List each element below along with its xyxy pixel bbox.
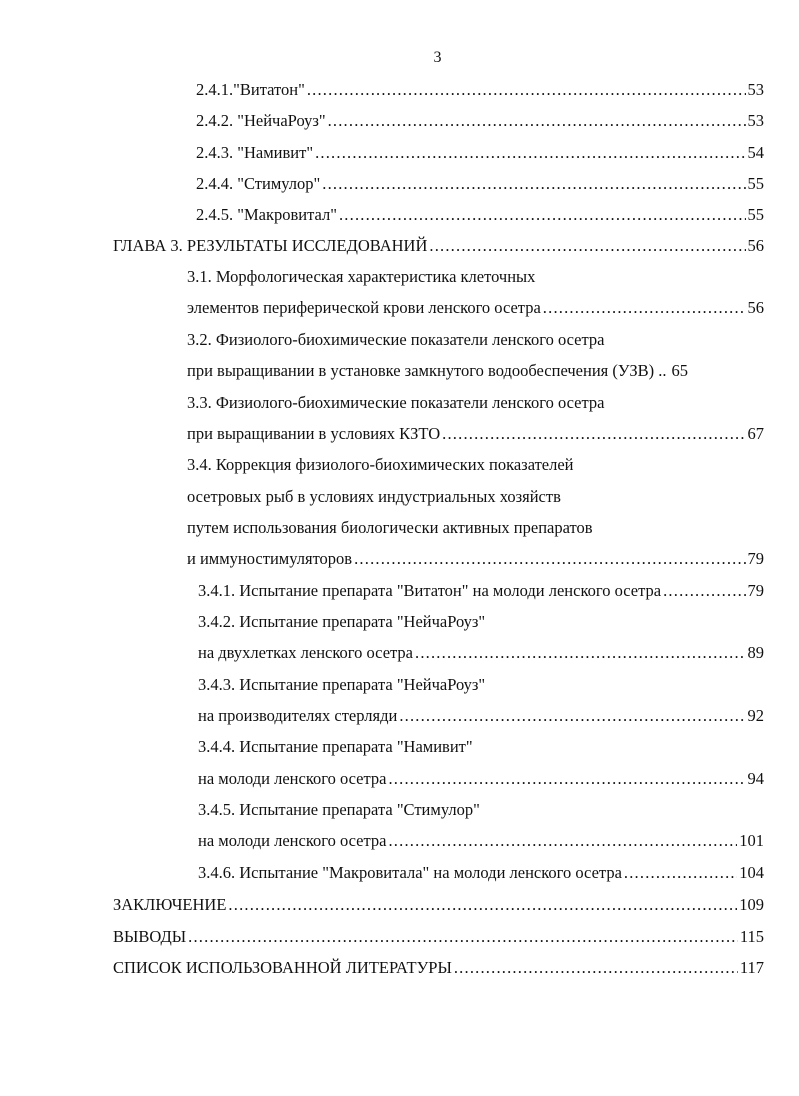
toc-entry-page: 67 [747,424,764,443]
toc-entry-page: 79 [747,581,764,600]
toc-entry-2-4-1[interactable] [196,78,764,102]
toc-entry-title: 2.4.4. "Стимулор" [196,174,321,193]
toc-entry-title: 2.4.1."Витатон" [196,80,305,99]
toc-entry-3-4-5-line1[interactable] [198,798,480,822]
toc-entry-title: 3.2. Физиолого-биохимические показатели ленского осетра [187,330,605,349]
toc-leader-dots [399,704,745,728]
toc-entry-title: 3.3. Физиолого-биохимические показатели ленского осетра [187,393,605,412]
toc-entry-title: 3.4.2. Испытание препарата "НейчаРоуз" [198,612,486,631]
toc-leader-dots [415,641,746,665]
toc-entry-3-4-line4[interactable] [187,547,764,571]
toc-entry-chapter-3[interactable] [113,234,764,258]
toc-entry-page: 56 [747,298,764,317]
toc-entry-3-2-line1[interactable] [187,328,604,352]
toc-entry-page: 54 [747,143,764,162]
toc-leader-dots [429,234,745,258]
toc-leader-dots [228,893,737,917]
toc-entry-3-4-4-line1[interactable] [198,735,473,759]
toc-entry-title: на двухлетках ленского осетра [198,643,413,662]
toc-entry-3-4-line3[interactable] [187,516,593,540]
toc-entry-title: на производителях стерляди [198,706,398,725]
toc-leader-dots [328,109,746,133]
toc-leader-dots [543,296,746,320]
toc-entry-3-4-3-line1[interactable] [198,673,485,697]
toc-entry-3-4-2-line2[interactable] [198,641,764,665]
toc-entry-page: 79 [747,549,764,568]
toc-entry-title: ГЛАВА 3. РЕЗУЛЬТАТЫ ИССЛЕДОВАНИЙ [113,236,428,255]
toc-entry-2-4-4[interactable] [196,172,764,196]
toc-leader-dots [454,956,738,980]
toc-entry-conclusion[interactable] [113,893,764,917]
toc-entry-title: СПИСОК ИСПОЛЬЗОВАННОЙ ЛИТЕРАТУРЫ [113,958,452,977]
toc-entry-3-4-6[interactable] [198,861,764,885]
toc-leader-dots [624,861,737,885]
toc-entry-title: на молоди ленского осетра [198,769,387,788]
toc-entry-title: 2.4.3. "Намивит" [196,143,314,162]
toc-leader-dots [315,141,745,165]
toc-entry-3-4-1[interactable] [198,579,764,603]
toc-entry-page: 104 [739,863,764,882]
toc-entry-page: 53 [747,80,764,99]
toc-entry-title: 3.1. Морфологическая характеристика клеточных [187,267,536,286]
toc-entry-3-1-line1[interactable] [187,265,535,289]
toc-entry-title: ЗАКЛЮЧЕНИЕ [113,895,227,914]
toc-leader-dots [388,829,737,853]
toc-entry-3-4-line2[interactable] [187,485,561,509]
toc-entry-title: 2.4.2. "НейчаРоуз" [196,111,326,130]
toc-entry-3-3-line2[interactable] [187,422,764,446]
toc-entry-title: 3.4.6. Испытание "Макровитала" на молоди ленского осетра [198,863,622,882]
toc-entry-title: элементов периферической крови ленского осетра [187,298,541,317]
toc-entry-page: 101 [739,831,764,850]
toc-entry-3-1-line2[interactable] [187,296,764,320]
toc-entry-title: 3.4.3. Испытание препарата "НейчаРоуз" [198,675,486,694]
toc-entry-page: 109 [739,895,764,914]
toc-entry-page: 65 [671,361,688,380]
toc-entry-page: 55 [747,174,764,193]
toc-entry-page: 53 [747,111,764,130]
toc-entry-title: при выращивании в условиях КЗТО [187,424,441,443]
toc-entry-2-4-3[interactable] [196,141,764,165]
toc-entry-2-4-2[interactable] [196,109,764,133]
toc-entry-title: 3.4.1. Испытание препарата "Витатон" на молоди ленского осетра [198,581,662,600]
page-number: 3 [433,49,442,66]
toc-entry-3-2-line2[interactable] [187,359,764,383]
toc-entry-title: 2.4.5. "Макровитал" [196,205,337,224]
toc-leader-dots [354,547,745,571]
toc-entry-page: 56 [747,236,764,255]
toc-entry-page: 55 [747,205,764,224]
toc-entry-3-4-line1[interactable] [187,453,574,477]
toc-entry-findings[interactable] [113,925,764,949]
toc-entry-title: и иммуностимуляторов [187,549,353,568]
toc-entry-3-4-5-line2[interactable] [198,829,764,853]
toc-entry-title: 3.4. Коррекция физиолого-биохимических показателей [187,455,574,474]
toc-leader-dots [307,78,746,102]
toc-leader-dots [339,203,746,227]
toc-entry-title: на молоди ленского осетра [198,831,387,850]
toc-entry-3-4-3-line2[interactable] [198,704,764,728]
toc-entry-page: 115 [739,927,764,946]
toc-entry-3-3-line1[interactable] [187,391,604,415]
toc-entry-title: ВЫВОДЫ [113,927,187,946]
toc-entry-title: 3.4.5. Испытание препарата "Стимулор" [198,800,480,819]
toc-leader-dots [442,422,745,446]
toc-entry-title: 3.4.4. Испытание препарата "Намивит" [198,737,473,756]
toc-leader-dots [188,925,738,949]
toc-entry-page: 89 [747,643,764,662]
toc-entry-3-4-4-line2[interactable] [198,767,764,791]
toc-entry-3-4-2-line1[interactable] [198,610,485,634]
toc-entry-title: путем использования биологически активных препаратов [187,518,593,537]
toc-entry-page: 117 [739,958,764,977]
toc-entry-title: осетровых рыб в условиях индустриальных хозяйств [187,487,561,506]
toc-entry-title: при выращивании в установке замкнутого водообеспечения (УЗВ) .. [187,361,667,380]
toc-leader-dots [663,579,745,603]
toc-entry-references[interactable] [113,956,764,980]
toc-leader-dots [388,767,745,791]
toc-entry-2-4-5[interactable] [196,203,764,227]
toc-entry-page: 94 [747,769,764,788]
toc-leader-dots [322,172,745,196]
toc-entry-page: 92 [747,706,764,725]
